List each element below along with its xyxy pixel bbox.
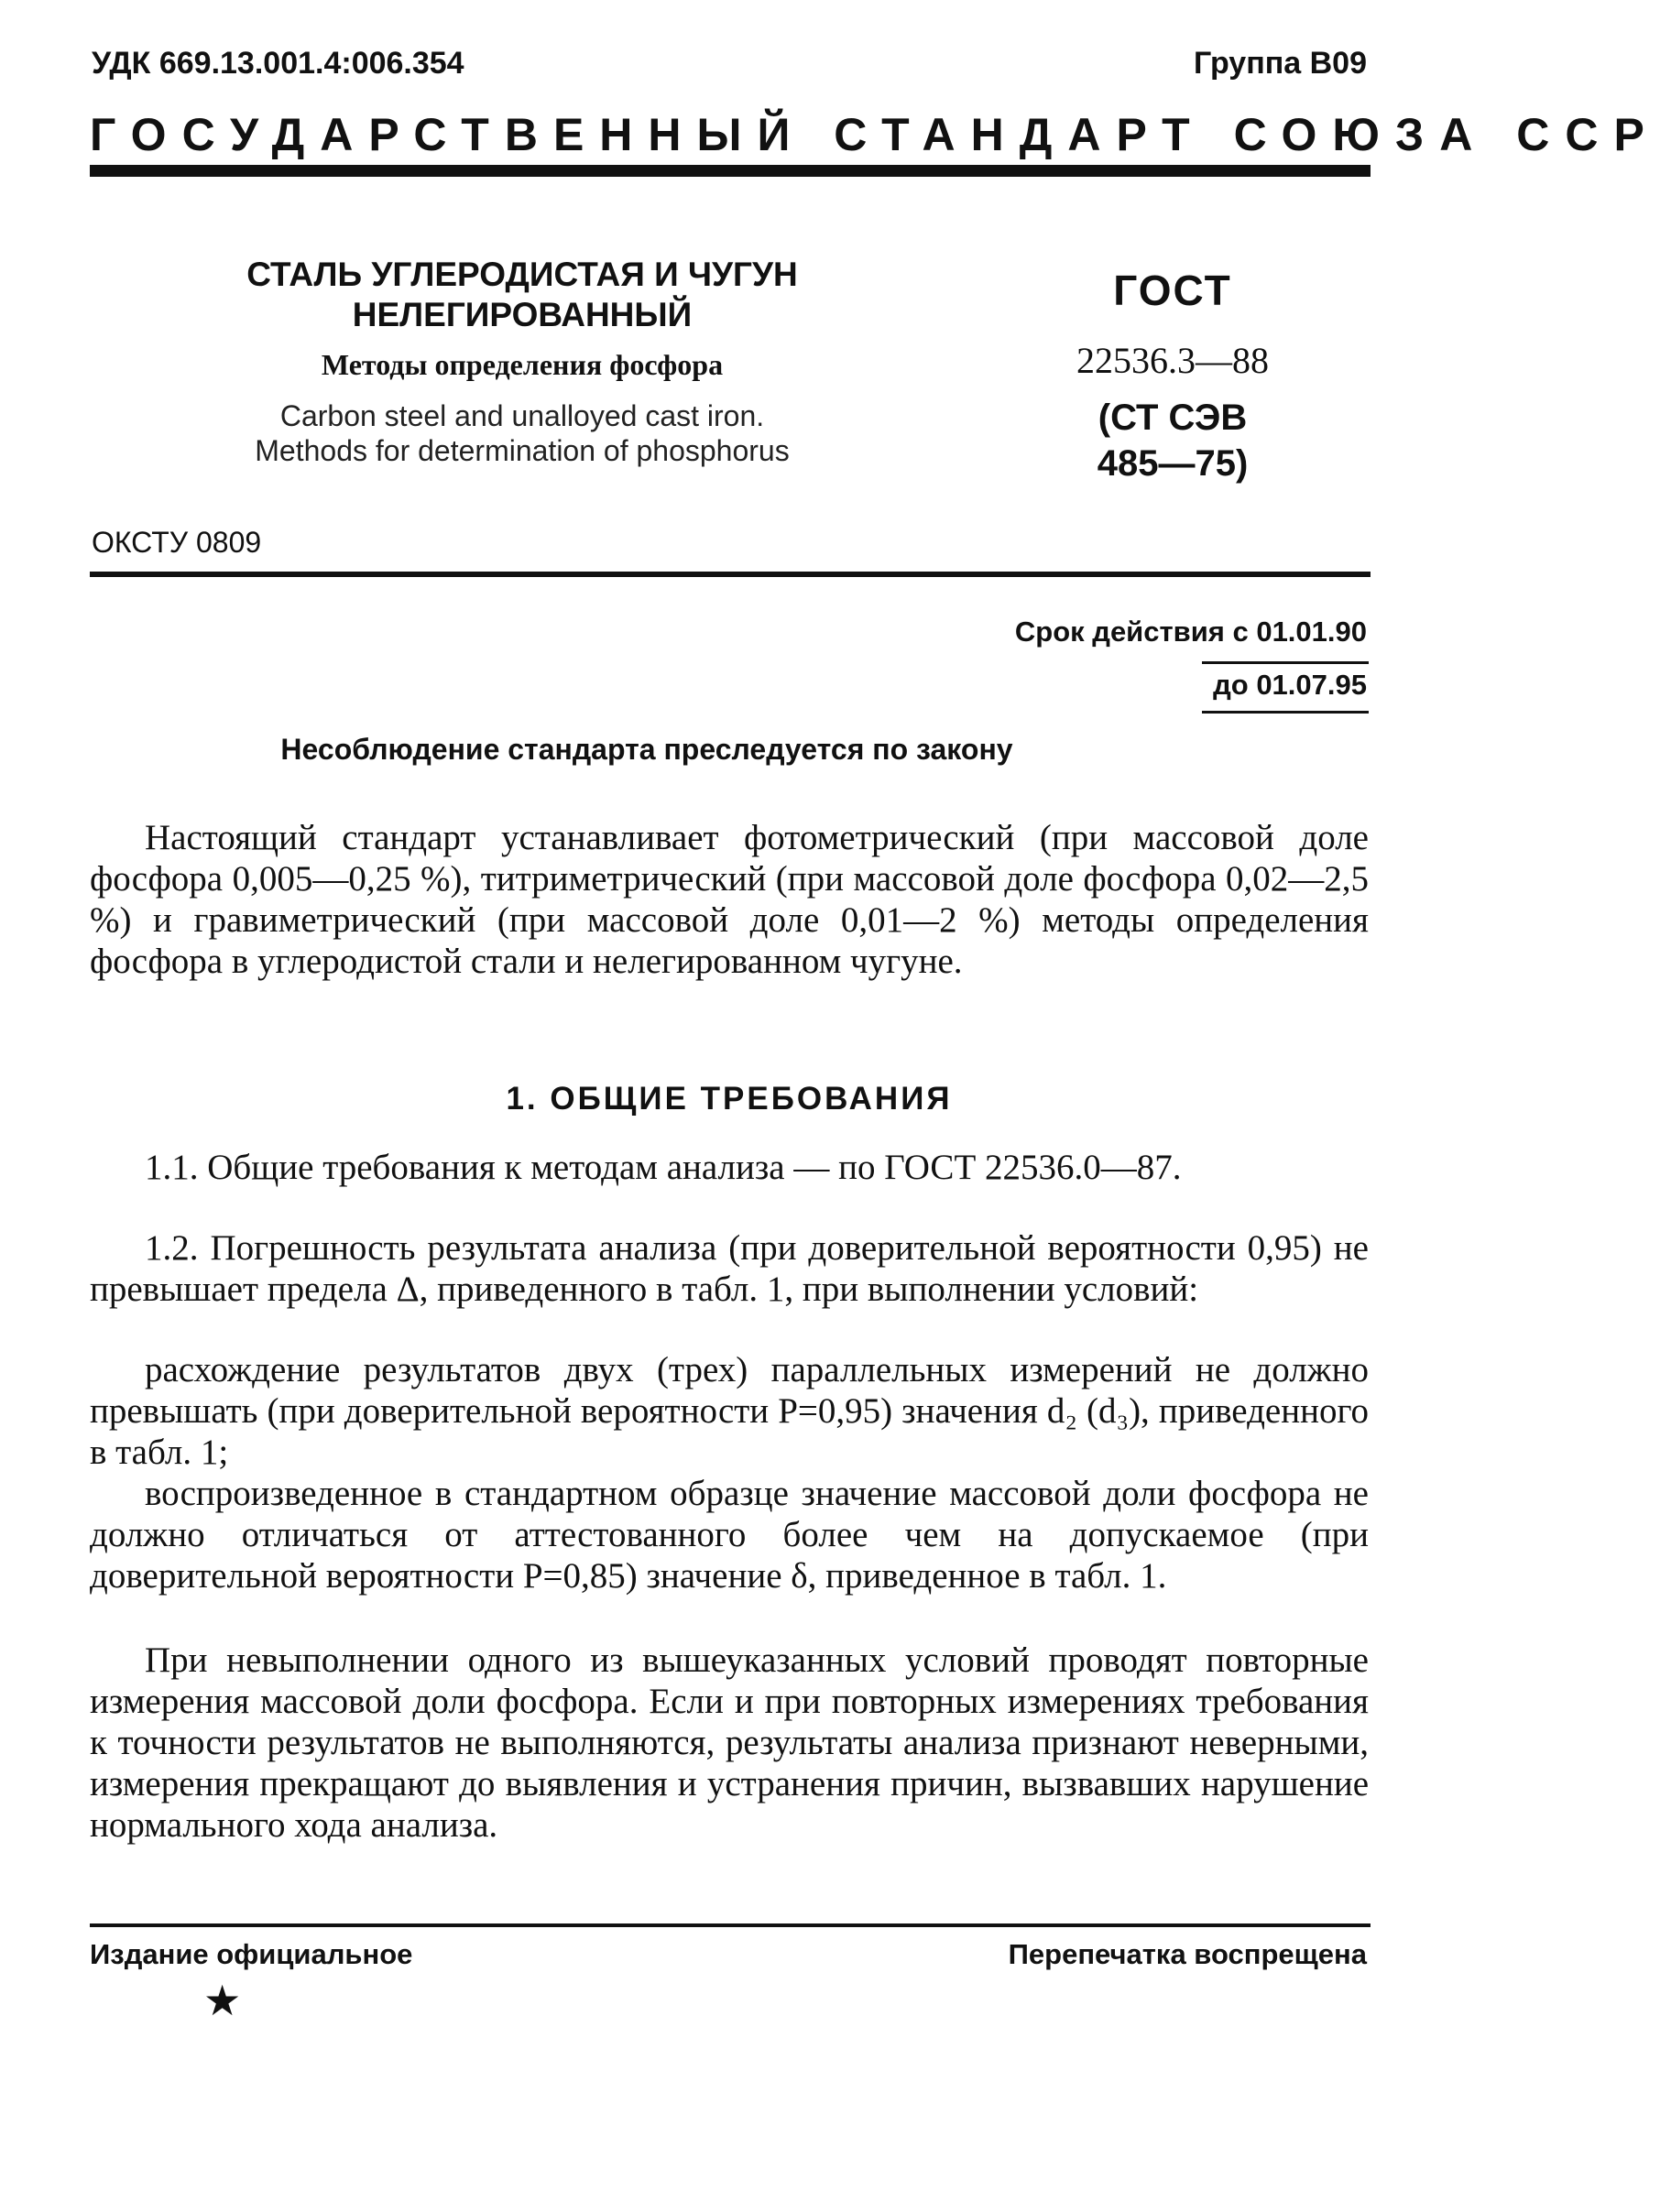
state-standard-banner: ГОСУДАРСТВЕННЫЙ СТАНДАРТ СОЮЗА ССР [90, 109, 1660, 160]
st-sev-line2: 485—75) [1097, 443, 1249, 484]
gost-label: ГОСТ [1113, 267, 1232, 314]
validity-underline-1 [1202, 661, 1369, 664]
section-heading: 1. ОБЩИЕ ТРЕБОВАНИЯ [506, 1081, 953, 1117]
validity-until: до 01.07.95 [1213, 669, 1367, 701]
group-code: Группа В09 [1193, 46, 1367, 81]
subtitle-english-line2: Methods for determination of phosphorus [255, 434, 790, 467]
validity-underline-2 [1202, 711, 1369, 714]
title-main [183, 255, 861, 335]
st-sev-reference [1026, 395, 1319, 486]
header-rule [90, 165, 1371, 177]
legal-notice: Несоблюдение стандарта преследуется по закону [280, 733, 1013, 766]
footer-rule [90, 1923, 1371, 1927]
gost-block [1026, 266, 1319, 486]
validity-from: Срок действия с 01.01.90 [1014, 616, 1367, 648]
failure-paragraph: При невыполнении одного из вышеуказанных условий проводят повторные измерения массовой доли фосфора. Если и при повторных измерениях требования к точности результатов не выполняются, результаты анализа признают неверными, измерения прекращают до выявления и устранения причин, вызвавших нарушение нормального хода анализа. [90, 1640, 1369, 1845]
udk-code: УДК 669.13.001.4:006.354 [92, 46, 464, 81]
section-rule [90, 572, 1371, 577]
star-icon: ★ [203, 1978, 242, 2024]
condition-1: расхождение результатов двух (трех) параллельных измерений не должно превышать (при доверительной вероятности P=0,95) значения d₂ (d₃), приведенного в табл. 1; [90, 1350, 1369, 1472]
reprint-prohibited-label: Перепечатка воспрещена [1008, 1938, 1367, 1970]
title-main-line2: НЕЛЕГИРОВАННЫЙ [352, 296, 693, 333]
st-sev-line1: (СТ СЭВ [1098, 398, 1248, 438]
intro-paragraph: Настоящий стандарт устанавливает фотометрический (при массовой доле фосфора 0,005—0,25 %), титриметрический (при массовой доле фосфора 0,02—2,5 %) и гравиметрический (при массовой доле 0,01—2 %) методы определения фосфора в углеродистой стали и нелегированном чугуне. [90, 818, 1369, 981]
subtitle-russian: Методы определения фосфора [321, 348, 724, 381]
subtitle-english [183, 398, 861, 468]
gost-number: 22536.3—88 [1076, 340, 1269, 381]
title-block [183, 255, 861, 468]
oksty-code: ОКСТУ 0809 [92, 526, 262, 559]
paragraph-1-2: 1.2. Погрешность результата анализа (при доверительной вероятности 0,95) не превышает предела Δ, приведенного в табл. 1, при выполнении условий: [90, 1228, 1369, 1309]
title-main-line1: СТАЛЬ УГЛЕРОДИСТАЯ И ЧУГУН [246, 256, 798, 293]
condition-2: воспроизведенное в стандартном образце значение массовой доли фосфора не должно отличаться от аттестованного более чем на допускаемое (при доверительной вероятности P=0,85) значение δ, приведенное в табл. 1. [90, 1474, 1369, 1596]
official-edition-label: Издание официальное [90, 1938, 413, 1970]
paragraph-1-1: 1.1. Общие требования к методам анализа — по ГОСТ 22536.0—87. [145, 1148, 1182, 1187]
subtitle-english-line1: Carbon steel and unalloyed cast iron. [279, 399, 765, 432]
